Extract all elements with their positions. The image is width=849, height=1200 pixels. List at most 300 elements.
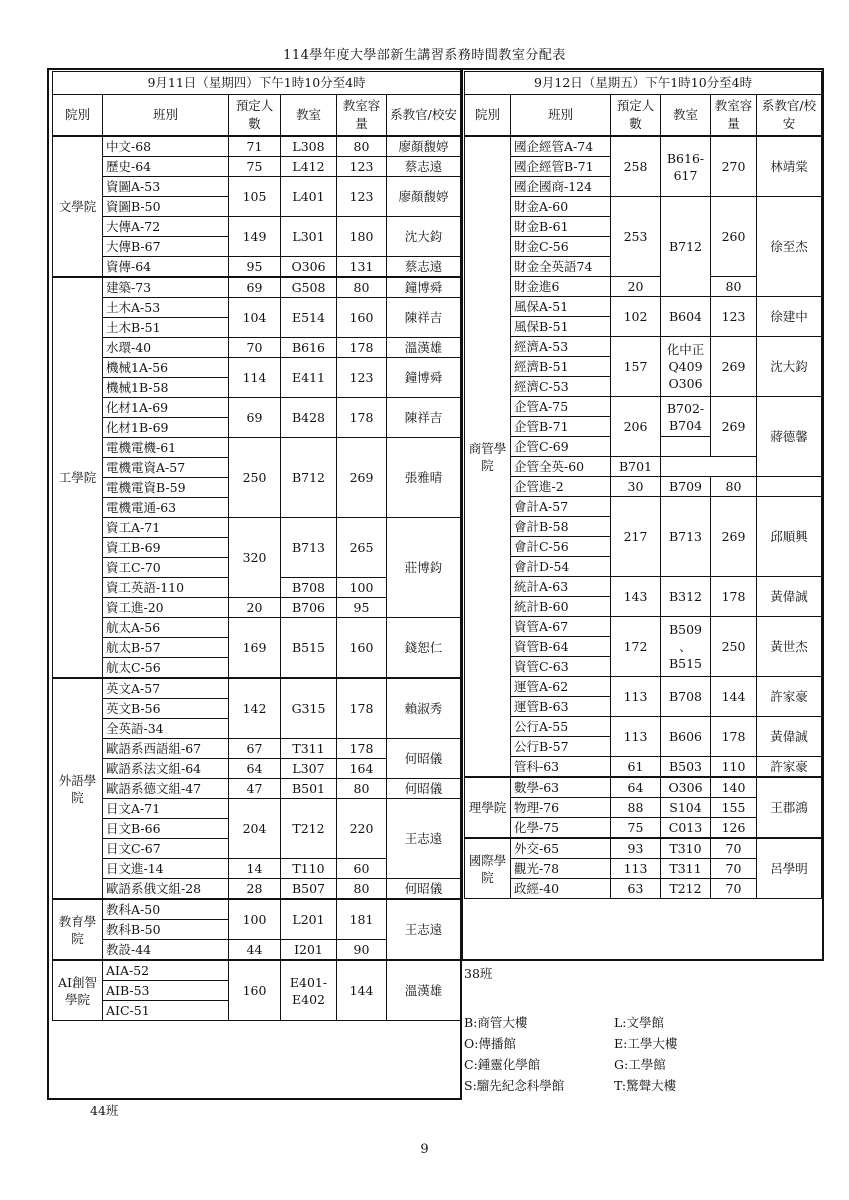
table-row [465,197,822,217]
cell-value: T310 [661,838,711,859]
cell-value: 王郡鴻 [757,777,822,838]
page-number: 9 [420,1142,429,1157]
cell-value: 269 [711,497,757,577]
class-name: 歷史-64 [103,157,229,177]
class-name: 企管進-2 [511,477,611,497]
cell-value: 143 [611,577,661,617]
cell-value: T311 [661,859,711,879]
class-name: 化材1B-69 [103,418,229,438]
left-date-header: 9月11日（星期四）下午1時10分至4時 [53,72,461,95]
cell-value: G508 [281,277,337,298]
class-name: 英文A-57 [103,678,229,699]
cell-value: 69 [229,277,281,298]
class-name: 國企經管B-71 [511,157,611,177]
class-name: 資管A-67 [511,617,611,637]
cell-value: 220 [337,799,387,859]
table-row [53,298,461,318]
cell-value: 溫漢雄 [387,960,461,1021]
class-name: 化學-75 [511,818,611,839]
cell-value: 140 [711,777,757,798]
cell-value: 何昭儀 [387,739,461,779]
cell-value: 蔣德馨 [757,397,822,477]
class-name: 企管全英-60 [511,457,611,477]
class-name: 歐語系西語組-67 [103,739,229,759]
cell-value: E411 [281,358,337,398]
cell-value: L301 [281,217,337,257]
col-class-header: 班別 [103,95,229,137]
class-name: 財金進6 [511,277,611,297]
cell-value: 64 [611,777,661,798]
cell-value: B312 [661,577,711,617]
class-name: 資管B-64 [511,637,611,657]
cell-value: 181 [337,899,387,940]
building-legend-col2 [614,1012,677,1096]
cell-value: 20 [229,598,281,618]
cell-value: 95 [337,598,387,618]
cell-value [757,477,822,497]
cell-value: B616 [281,338,337,358]
cell-value: B712 [281,438,337,518]
cell-value: 邱順興 [757,497,822,577]
cell-value: 67 [229,739,281,759]
class-name: 資圖A-53 [103,177,229,197]
table-row [465,497,822,517]
cell-value: 269 [337,438,387,518]
cell-value: 110 [711,757,757,778]
cell-value: 114 [229,358,281,398]
right-date-header: 9月12日（星期五）下午1時10分至4時 [465,72,822,95]
cell-value: 80 [337,136,387,157]
cell-value: 113 [611,859,661,879]
table-row [465,677,822,697]
cell-value: B708 [661,677,711,717]
cell-value: T311 [281,739,337,759]
class-name: 資管C-63 [511,657,611,677]
cell-value: B708 [281,578,337,598]
class-name: 財金C-56 [511,237,611,257]
cell-value: 71 [229,136,281,157]
cell-value: 123 [337,177,387,217]
cell-value: 80 [337,879,387,900]
cell-value: 14 [229,859,281,879]
college-name: 國際學院 [465,838,511,899]
cell-value: 157 [611,337,661,397]
table-row [465,297,822,317]
cell-value: 莊博鈞 [387,518,461,618]
cell-value: 178 [337,739,387,759]
class-name: 電機電機-61 [103,438,229,458]
legend-item: S:騮先紀念科學館 [464,1078,565,1093]
table-row [465,838,822,859]
class-name: 水環-40 [103,338,229,358]
col-capacity-header: 教室容量 [337,95,387,137]
table-row [465,717,822,737]
document-title: 114學年度大學部新生講習系務時間教室分配表 [283,48,566,63]
cell-value: 70 [711,838,757,859]
table-row [53,277,461,298]
cell-value: 164 [337,759,387,779]
table-row [465,577,822,597]
class-name: 統計B-60 [511,597,611,617]
cell-value: 126 [711,818,757,839]
cell-value: 47 [229,779,281,799]
cell-value: 徐建中 [757,297,822,337]
cell-value: 178 [337,398,387,438]
table-row [53,899,461,920]
col-college-header: 院別 [53,95,103,137]
cell-value: 鐘博舜 [387,358,461,398]
cell-value: 黃偉誠 [757,717,822,757]
class-name: 觀光-78 [511,859,611,879]
cell-value: 80 [337,779,387,799]
cell-value: B706 [281,598,337,618]
cell-value: B713 [661,497,711,577]
table-row [53,157,461,177]
college-name: 工學院 [53,277,103,678]
cell-value: 沈大鈞 [387,217,461,257]
cell-value: B428 [281,398,337,438]
class-name: 歐語系德文組-47 [103,779,229,799]
class-name: 經濟A-53 [511,337,611,357]
class-name: 大傳A-72 [103,217,229,237]
cell-value: B501 [281,779,337,799]
col-capacity-header: 教室容量 [711,95,757,137]
college-name: 教育學院 [53,899,103,960]
table-row [465,757,822,778]
cell-value: 69 [229,398,281,438]
cell-value: 蔡志遠 [387,157,461,177]
class-name: 國企國商-124 [511,177,611,197]
class-name: 日文進-14 [103,859,229,879]
cell-value: 許家豪 [757,757,822,778]
cell-value: B701 [611,457,661,477]
cell-value: C013 [661,818,711,839]
right-schedule-table [464,71,822,899]
cell-value: E514 [281,298,337,338]
cell-value: 123 [337,358,387,398]
cell-value: B507 [281,879,337,900]
cell-value: 169 [229,618,281,679]
cell-value: 64 [229,759,281,779]
table-row [53,779,461,799]
cell-value: 160 [337,618,387,679]
cell-value: 鐘博舜 [387,277,461,298]
cell-value: 化中正 Q409 O306 [661,337,711,397]
cell-value: L307 [281,759,337,779]
class-name: 資工C-70 [103,558,229,578]
cell-value: 30 [611,477,661,497]
col-college-header: 院別 [465,95,511,137]
cell-value: 90 [337,940,387,961]
table-row [53,217,461,237]
cell-value: 張雅晴 [387,438,461,518]
cell-value: 70 [711,859,757,879]
cell-value: 何昭儀 [387,879,461,900]
cell-value: B712 [661,197,711,297]
class-name: 公行A-55 [511,717,611,737]
cell-value: 80 [337,277,387,298]
cell-value: 蔡志遠 [387,257,461,278]
legend-item: G:工學館 [614,1057,666,1072]
table-row [465,777,822,798]
cell-value: 許家豪 [757,677,822,717]
cell-value: 44 [229,940,281,961]
cell-value: T110 [281,859,337,879]
class-name: 電機電通-63 [103,498,229,518]
class-name: 土木B-51 [103,318,229,338]
cell-value: 113 [611,677,661,717]
class-name: 航太A-56 [103,618,229,638]
cell-value: B616-617 [661,136,711,197]
class-name: 政經-40 [511,879,611,899]
col-staff-header: 系教官/校安 [387,95,461,137]
cell-value: 253 [611,197,661,277]
cell-value: 160 [337,298,387,338]
class-name: 日文C-67 [103,839,229,859]
cell-value: 王志遠 [387,899,461,960]
legend-item: T:驚聲大樓 [614,1078,677,1093]
college-name: 商管學院 [465,136,511,777]
class-name: 日文B-66 [103,819,229,839]
table-row [53,257,461,278]
class-name: 航太B-57 [103,638,229,658]
col-staff-header: 系教官/校安 [757,95,822,137]
cell-value: 260 [711,197,757,277]
cell-value: 250 [711,617,757,677]
cell-value: 113 [611,717,661,757]
class-name: 企管A-75 [511,397,611,417]
class-name: 建築-73 [103,277,229,298]
cell-value: 102 [611,297,661,337]
cell-value: 269 [711,397,757,457]
cell-value: 黃世杰 [757,617,822,677]
cell-value: 呂學明 [757,838,822,899]
class-name: 運管B-63 [511,697,611,717]
class-name: 航太C-56 [103,658,229,679]
table-row [465,337,822,357]
cell-value: 258 [611,136,661,197]
class-name: 資工進-20 [103,598,229,618]
cell-value: E401-E402 [281,960,337,1021]
cell-value: 178 [711,577,757,617]
table-row [53,960,461,981]
cell-value: 204 [229,799,281,859]
class-name: 資工英語-110 [103,578,229,598]
cell-value: 徐至杰 [757,197,822,297]
class-name: 外交-65 [511,838,611,859]
cell-value: B509 、 B515 [661,617,711,677]
class-name: AIC-51 [103,1001,229,1021]
cell-value: 105 [229,177,281,217]
cell-value: 廖顏馥婷 [387,177,461,217]
cell-value: 144 [711,677,757,717]
cell-value: 206 [611,397,661,457]
cell-value: 123 [337,157,387,177]
class-name: 經濟B-51 [511,357,611,377]
college-name: 外語學院 [53,678,103,899]
cell-value: 61 [611,757,661,778]
cell-value: 269 [711,337,757,397]
cell-value: 320 [229,518,281,598]
cell-value: 160 [229,960,281,1021]
table-row [53,678,461,699]
table-row [465,477,822,497]
cell-value: I201 [281,940,337,961]
cell-value: 錢恕仁 [387,618,461,679]
building-legend-col1 [464,1012,564,1096]
class-name: 數學-63 [511,777,611,798]
table-row [53,338,461,358]
cell-value: 250 [229,438,281,518]
table-row [53,177,461,197]
col-class-header: 班別 [511,95,611,137]
cell-value: 80 [711,477,757,497]
table-row [465,397,822,417]
class-name: 物理-76 [511,798,611,818]
legend-item: O:傳播館 [464,1036,516,1051]
cell-value: O306 [661,777,711,798]
cell-value: T212 [281,799,337,859]
class-name: 電機電資A-57 [103,458,229,478]
cell-value: 172 [611,617,661,677]
cell-value: 149 [229,217,281,257]
left-schedule-table [52,71,461,1021]
cell-value: 270 [711,136,757,197]
col-expected-header: 預定人數 [611,95,661,137]
class-name: 國企經管A-74 [511,136,611,157]
cell-value: 75 [229,157,281,177]
class-name: 運管A-62 [511,677,611,697]
cell-value: 180 [337,217,387,257]
college-name: AI創智學院 [53,960,103,1021]
class-name: AIA-52 [103,960,229,981]
class-name: 公行B-57 [511,737,611,757]
cell-value: 95 [229,257,281,278]
cell-value: 60 [337,859,387,879]
cell-value: 88 [611,798,661,818]
table-row [53,438,461,458]
class-name: 日文A-71 [103,799,229,819]
col-expected-header: 預定人數 [229,95,281,137]
legend-item: B:商管大樓 [464,1015,528,1030]
class-name: 教科B-50 [103,920,229,940]
cell-value: 溫漢雄 [387,338,461,358]
cell-value: B503 [661,757,711,778]
cell-value: B702-B704 [661,397,711,437]
table-row [465,617,822,637]
table-row [53,136,461,157]
college-name: 文學院 [53,136,103,277]
cell-value: B515 [281,618,337,679]
cell-value: 178 [337,338,387,358]
cell-value: 70 [229,338,281,358]
class-name: 風保B-51 [511,317,611,337]
cell-value: 廖顏馥婷 [387,136,461,157]
cell-value: 20 [611,277,661,297]
left-class-total: 44班 [90,1103,119,1118]
class-name: 會計D-54 [511,557,611,577]
cell-value: 陳祥吉 [387,298,461,338]
cell-value: 100 [229,899,281,940]
cell-value: 黃偉誠 [757,577,822,617]
cell-value: B713 [281,518,337,578]
class-name: 企管B-71 [511,417,611,437]
class-name: 統計A-63 [511,577,611,597]
cell-value: T212 [661,879,711,899]
cell-value: 142 [229,678,281,739]
cell-value: 93 [611,838,661,859]
class-name: 管科-63 [511,757,611,778]
table-row [53,398,461,418]
class-name: 財金B-61 [511,217,611,237]
cell-value: 沈大鈞 [757,337,822,397]
class-name: 中文-68 [103,136,229,157]
class-name: 歐語系法文組-64 [103,759,229,779]
legend-item: L:文學館 [614,1015,665,1030]
cell-value: 100 [337,578,387,598]
class-name: 機械1A-56 [103,358,229,378]
class-name: 企管C-69 [511,437,611,457]
class-name: 化材1A-69 [103,398,229,418]
class-name: 財金A-60 [511,197,611,217]
col-room-header: 教室 [661,95,711,137]
class-name: 資傳-64 [103,257,229,278]
cell-value: 賴淑秀 [387,678,461,739]
cell-value: O306 [281,257,337,278]
cell-value: 131 [337,257,387,278]
class-name: 會計A-57 [511,497,611,517]
class-name: 電機電資B-59 [103,478,229,498]
class-name: 會計B-58 [511,517,611,537]
table-row [53,799,461,819]
class-name: 教科A-50 [103,899,229,920]
cell-value: 178 [711,717,757,757]
class-name: 大傳B-67 [103,237,229,257]
cell-value: L201 [281,899,337,940]
class-name: 教設-44 [103,940,229,961]
class-name: 土木A-53 [103,298,229,318]
cell-value: 144 [337,960,387,1021]
cell-value: 155 [711,798,757,818]
legend-item: C:鍾靈化學館 [464,1057,541,1072]
legend-item: E:工學大樓 [614,1036,678,1051]
cell-value: B709 [661,477,711,497]
class-name: 機械1B-58 [103,378,229,398]
class-name: 風保A-51 [511,297,611,317]
table-row [53,618,461,638]
table-row [465,136,822,157]
cell-value: L308 [281,136,337,157]
table-row [53,879,461,900]
cell-value: B604 [661,297,711,337]
table-row [53,518,461,538]
college-name: 理學院 [465,777,511,838]
cell-value: 70 [711,879,757,899]
cell-value: G315 [281,678,337,739]
class-name: 英文B-56 [103,699,229,719]
cell-value: 王志遠 [387,799,461,879]
class-name: AIB-53 [103,981,229,1001]
cell-value: 265 [337,518,387,578]
cell-value: B606 [661,717,711,757]
col-room-header: 教室 [281,95,337,137]
cell-value: 陳祥吉 [387,398,461,438]
cell-value: L401 [281,177,337,217]
cell-value: 217 [611,497,661,577]
cell-value: 123 [711,297,757,337]
table-row [53,739,461,759]
right-class-total: 38班 [464,966,493,981]
